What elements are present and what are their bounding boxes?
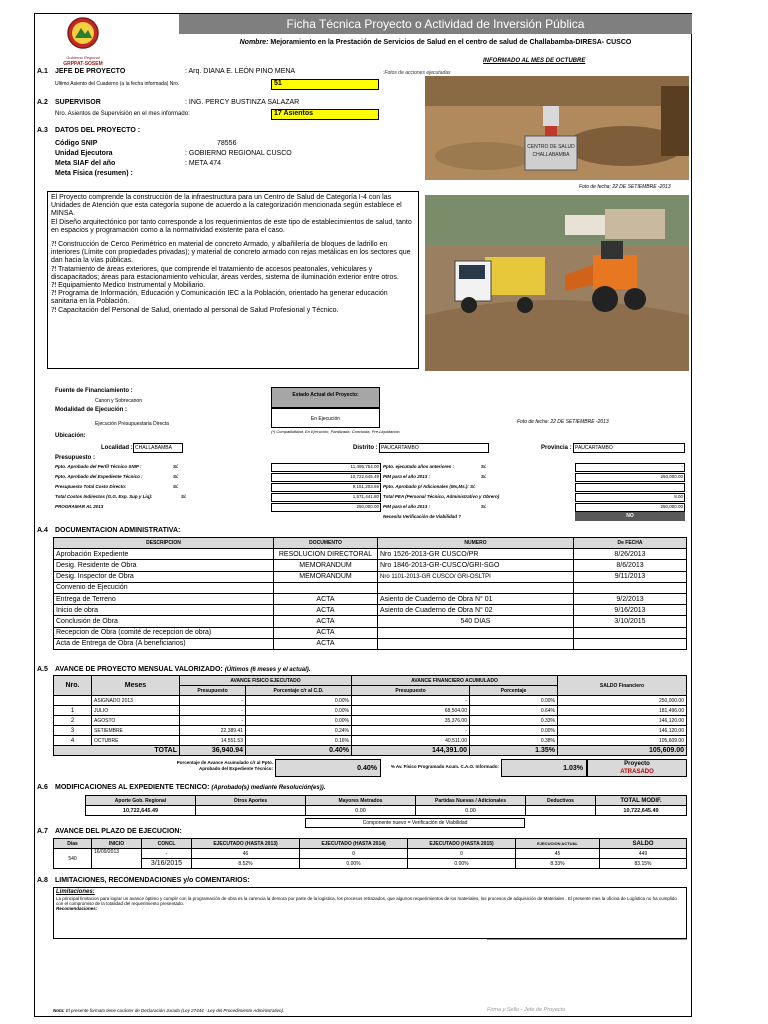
th-mayores: Mayores Metrados — [306, 796, 416, 806]
project-name: Mejoramiento en la Prestación de Servicios de Salud en el centro de salud de Challabamba-DIRESA- CUSCO — [270, 39, 632, 46]
pres-r-cur: S/. — [481, 464, 487, 469]
cell: Recepcion de Obra (comité de recepcion de obra) — [54, 627, 274, 638]
table-row — [86, 806, 687, 816]
th-ejec-2014: EJECUTADO (HASTA 2014) — [300, 839, 408, 849]
a1-num: A.1 — [37, 68, 48, 75]
pres-l-cur: S/. — [173, 464, 179, 469]
table-row — [54, 696, 687, 706]
modalidad-value: Ejecución Presupuestaria Directa — [95, 421, 169, 427]
cell: 3/10/2015 — [574, 616, 687, 627]
estado-label: Estado Actual del Proyecto: — [271, 387, 380, 408]
cell-concl-dash: - — [142, 849, 192, 859]
th-fecha: De FECHA — [574, 538, 687, 549]
asiento-cuaderno: 51 — [271, 79, 379, 90]
cell: 68,504.00 — [352, 706, 470, 716]
cell: Nro 1101-2013-GR CUSCO/ GRI-OSLTPI — [378, 571, 574, 582]
cell: 146,120.00 — [558, 726, 687, 736]
cell: 0.00% — [246, 696, 352, 706]
table-row — [54, 859, 687, 869]
cell: RESOLUCION DIRECTORAL — [274, 549, 378, 560]
cell: JULIO — [92, 706, 180, 716]
th-ejec-2015: EJECUTADO (HASTA 2015) — [408, 839, 516, 849]
cell: - — [352, 726, 470, 736]
limitaciones-label: Limitaciones: — [56, 889, 95, 895]
pres-l-cur: S/. — [173, 484, 179, 489]
total-porc-fin: 1.35% — [470, 746, 558, 756]
modalidad-label: Modalidad de Ejecución : — [55, 407, 128, 413]
documentos-table — [53, 537, 687, 650]
cell: - — [180, 716, 246, 726]
meta-fisica-box — [47, 191, 419, 369]
cell: 0.16% — [246, 736, 352, 746]
cell: Asiento de Cuaderno de Obra N° 02 — [378, 605, 574, 616]
informado-label: INFORMADO AL MES DE OCTUBRE — [483, 58, 586, 64]
pres-r-value — [575, 483, 685, 492]
cell — [54, 696, 92, 706]
cell: Acta de Entrega de Obra (A beneficiarios) — [54, 638, 274, 649]
cell-dias: 540 — [54, 849, 92, 869]
cell — [574, 638, 687, 649]
cell: 0.00% — [470, 726, 558, 736]
table-row — [54, 582, 687, 593]
nota-text: El presente formato tiene carácter de Declaración Jurada (Ley 27444 - Ley del Procedimiento Administrativo). — [65, 1008, 285, 1013]
cell: Inicio de obra — [54, 605, 274, 616]
cell: 0.38% — [470, 736, 558, 746]
cell — [274, 582, 378, 593]
cell: ACTA — [274, 605, 378, 616]
estado-proyecto — [587, 759, 687, 777]
th-partidas: Partidas Nuevas / Adicionales — [416, 796, 526, 806]
th-numero: NUMERO — [378, 538, 574, 549]
jefe-proyecto-value: : Arq. DIANA E. LEÓN PINO MENA — [185, 68, 296, 75]
cell: 8.33% — [516, 859, 600, 869]
cell: MEMORANDUM — [274, 560, 378, 571]
fuente-label: Fuente de Financiamiento : — [55, 388, 133, 394]
th-avance-fisico: AVANCE FISICO EJECUTADO — [180, 676, 352, 686]
pres-l-value: 1,571,441.80 — [271, 493, 381, 502]
localidad-label: Localidad : — [101, 445, 133, 451]
mf-line: ⁈ Equipamiento Medico Instrumental y Mobiliario. — [51, 282, 206, 290]
cell: - — [352, 696, 470, 706]
pres-r-value: 250,000.00 — [575, 473, 685, 482]
a4-label: DOCUMENTACION ADMINISTRATIVA: — [55, 527, 181, 534]
pres-r-label: Ppto. Aprobado p/ Adicionales (Ms,Ms.): S/. — [383, 484, 476, 489]
th-concl: CONCL — [142, 839, 192, 849]
meta-value: : META 474 — [185, 160, 222, 167]
cell: ASIGNADO 2013 — [92, 696, 180, 706]
photo-site-sign — [425, 76, 689, 180]
porc-avance-label: Porcentaje de Avance Acumulado c/r al Ppto. Aprobado del Expediente Técnico: — [176, 760, 273, 771]
cell-inicio: 16/09/2013 — [92, 849, 142, 869]
meta-label: Meta SIAF del año — [55, 160, 116, 167]
cell: Aprobación Expediente — [54, 549, 274, 560]
cell: 0.00 — [416, 806, 526, 816]
th-presupuesto: Presupuesto — [180, 686, 246, 696]
pres-r-label: PIM para el año 2013 : — [383, 504, 431, 509]
th-saldo: SALDO — [600, 839, 687, 849]
th-otros: Otros Aportes — [196, 796, 306, 806]
provincia-value: PAUCARTAMBO — [573, 443, 685, 453]
cell: 3 — [54, 726, 92, 736]
limitaciones-text: La principal limitacion para lograr un avance óptimo y cumplir con la programación de obra es la carencia la demora por parte de la logistica, los procesos retrazados, que algunos requerimientos de los materiales, los procesos de adquisición de Materiales . El presente mes la oficina de Logística no ha cumplido con el compromiso de la totalidad del requerimiento presentado. — [56, 896, 677, 906]
distrito-label: Distrito : — [353, 445, 378, 451]
cell — [378, 582, 574, 593]
pres-l-value: 250,000.00 — [271, 503, 381, 512]
pres-l-value: 9,151,203.69 — [271, 483, 381, 492]
viabilidad-label: Necesita Verificación de Viabilidad ? — [383, 514, 461, 519]
cell — [196, 806, 306, 816]
cell — [378, 627, 574, 638]
pres-l-label: PROGRAMAR AL 2013 — [55, 504, 104, 509]
cell — [526, 806, 596, 816]
cell — [574, 582, 687, 593]
pres-l-value: 10,722,645.49 — [271, 473, 381, 482]
presupuesto-label: Presupuesto : — [55, 455, 96, 461]
cell: 0.00% — [470, 696, 558, 706]
pres-r-value: - — [575, 463, 685, 472]
firma-label: Firma y Sello - Jefe de Proyecto — [487, 1007, 566, 1013]
cell: AGOSTO — [92, 716, 180, 726]
mf-line: ⁈ Construcción de Cerco Perimétrico en material de concreto Armado, y albañilería de bloques de ladrillo en interiores (Límite con propiedades privadas); y material de concreto armado con rejas metálicas en los sectores que dan hacia la vías públicas. — [51, 241, 411, 265]
pres-l-cur: S/. — [173, 474, 179, 479]
mf-line: ⁈ Capacitación del Personal de Salud, orientado al personal de Salud Profesional y Técnico. — [51, 306, 339, 314]
pres-r-cur: S/. — [481, 474, 487, 479]
pres-l-cur: S/. — [181, 494, 187, 499]
cell: SETIEMBRE — [92, 726, 180, 736]
cell: 1 — [54, 706, 92, 716]
photo-machinery — [425, 195, 689, 371]
cell: 105,609.00 — [558, 736, 687, 746]
modificaciones-table — [85, 795, 687, 816]
cell: 0.24% — [246, 726, 352, 736]
cell: 181,496.00 — [558, 706, 687, 716]
pres-r-label: PIM para el año 2013 : — [383, 474, 431, 479]
table-header-row — [86, 796, 687, 806]
pres-l-label: Ppto. Aprobado del Expediente Técnico : — [55, 474, 143, 479]
cell: 9/2/2013 — [574, 593, 687, 604]
cell: 8.52% — [192, 859, 300, 869]
table-row — [54, 593, 687, 604]
a2-num: A.2 — [37, 99, 48, 106]
viabilidad-value: NO — [575, 512, 685, 521]
page-title: Ficha Técnica Proyecto o Actividad de Inversión Pública — [179, 14, 692, 34]
th-porcentaje: Porcentaje — [470, 686, 558, 696]
total-row — [54, 746, 687, 756]
a1-sub: Ultimo Asiento del Cuaderno (a la fecha informada) Nro. — [55, 81, 180, 87]
a4-num: A.4 — [37, 527, 48, 534]
estado-value: En Ejecución — [271, 408, 380, 428]
table-row — [54, 849, 687, 859]
avance-table — [53, 675, 687, 756]
a1-label: JEFE DE PROYECTO — [55, 68, 126, 75]
proyecto-label: Proyecto — [624, 761, 650, 767]
table-row — [54, 726, 687, 736]
table-row — [54, 605, 687, 616]
cell: Desig. Residente de Obra — [54, 560, 274, 571]
photo2-caption: Foto de fecha: 22 DE SETIEMBRE -2013 — [517, 419, 609, 425]
a8-label: LIMITACIONES, RECOMENDACIONES y/o COMENTARIOS: — [55, 877, 250, 884]
cell: MEMORANDUM — [274, 571, 378, 582]
a6-label — [55, 784, 325, 791]
fotos-label: :Fotos de acciones ejecutadas — [383, 70, 451, 76]
th-aporte: Aporte Gob. Regional — [86, 796, 196, 806]
meta-fisica-label: Meta Física (resumen) : — [55, 170, 133, 177]
supervisor-value: : ING. PERCY BUSTINZA SALAZAR — [185, 99, 300, 106]
cell: Asiento de Cuaderno de Obra N° 01 — [378, 593, 574, 604]
mf-line: ⁈ Tratamiento de áreas exteriores, que comprende el tratamiento de accesos peatonales, vehiculares y discapacitados; áreas para estacionamiento vehicular, áreas verdes, sistema de iluminación exterior entre otros. — [51, 265, 399, 281]
pres-r-label: Total PEA (Personal Técnico, Administrativo y Obrero) — [383, 494, 500, 499]
a3-label: DATOS DEL PROYECTO : — [55, 127, 141, 134]
a5-label — [55, 666, 310, 673]
th-deductivos: Deductivos — [526, 796, 596, 806]
plazo-table — [53, 838, 687, 869]
a3-num: A.3 — [37, 127, 48, 134]
cell: 0 — [408, 849, 516, 859]
comentarios-box — [53, 887, 687, 939]
cell: OCTUBRE — [92, 736, 180, 746]
a2-label: SUPERVISOR — [55, 99, 101, 106]
estado-note: (*) Compatibilidad, En Ejecución, Paralizada, Concluida, Pre-Liquidación. — [271, 429, 401, 434]
cell: 449 — [600, 849, 687, 859]
cell: 540 DIAS — [378, 616, 574, 627]
project-name-label: Nombre: — [239, 39, 269, 46]
th-porcentaje-cd: Porcentaje c/r al C.D. — [246, 686, 352, 696]
mf-line: El Diseño arquitectónico por tanto corresponde a los requerimientos de este tipo de establecimientos de salud, tanto en espacios y programación como a la normatividad existente para el caso. — [51, 218, 412, 234]
localidad-value: CHALLABAMBA — [133, 443, 183, 453]
cell-concl: 3/16/2015 — [142, 859, 192, 869]
cell: Conclusión de Obra — [54, 616, 274, 627]
th-inicio: INICIO — [92, 839, 142, 849]
mf-line: ⁈ Programa de Información, Educación y Comunicación IEC a la Población, orientado ha generar educación sanitaria en la Población. — [51, 290, 388, 306]
ficha-page — [34, 13, 692, 1017]
firma-line — [487, 939, 687, 940]
cell: ACTA — [274, 627, 378, 638]
cell: ACTA — [274, 593, 378, 604]
cell: Convenio de Ejecución — [54, 582, 274, 593]
cell: 0.00% — [408, 859, 516, 869]
cell: 0.00% — [246, 716, 352, 726]
ubicacion-label: Ubicación: — [55, 433, 86, 439]
cell: Desig. Inspector de Obra — [54, 571, 274, 582]
th-presupuesto-fin: Presupuesto — [352, 686, 470, 696]
th-descripcion: DESCRIPCION — [54, 538, 274, 549]
table-header-row — [54, 676, 687, 686]
a7-label: AVANCE DEL PLAZO DE EJECUCION: — [55, 828, 182, 835]
th-meses: Meses — [92, 676, 180, 696]
av-fisico-prog-label: % Av. Físico Programado Acum. C.A.O. Informado: — [390, 764, 499, 769]
pres-l-value: 11,495,754.00 — [271, 463, 381, 472]
cell: 45 — [516, 849, 600, 859]
total-saldo: 105,609.00 — [558, 746, 687, 756]
cell: Nro 1846-2013-GR-CUSCO/GRI-SGO — [378, 560, 574, 571]
cell: ACTA — [274, 616, 378, 627]
cell — [378, 638, 574, 649]
provincia-label: Provincia : — [541, 445, 572, 451]
cell: 40,511.00 — [352, 736, 470, 746]
pres-r-label: Ppto. ejecutado años anteriores : — [383, 464, 455, 469]
cell: 9/16/2013 — [574, 605, 687, 616]
cell: 83.15% — [600, 859, 687, 869]
cell: - — [180, 696, 246, 706]
th-ejec-actual: EJECUCION ACTUAL — [516, 839, 600, 849]
table-row — [54, 716, 687, 726]
mf-line: El Proyecto comprende la construcción de la infraestructura para un Centro de Salud de Categoría I-4 con las Unidades de Atención que esta categoría supone de acuerdo a la categorización mencionada según establece el MINSA. — [51, 194, 402, 218]
cell: Nro 1526-2013-GR CUSCO/PR — [378, 549, 574, 560]
th-documento: DOCUMENTO — [274, 538, 378, 549]
pres-l-label: Total Costos Indirectos (G.G. Exp. Sup y Liq): — [55, 494, 153, 499]
fuente-value: Canon y Sobrecanon — [95, 398, 142, 404]
a2-sub: Nro. Asientos de Supervisión en el mes informado: — [55, 111, 190, 117]
th-ejec-2013: EJECUTADO (HASTA 2013) — [192, 839, 300, 849]
th-nro: Nro. — [54, 676, 92, 696]
total-porc: 0.40% — [246, 746, 352, 756]
snip-value: 78556 — [217, 140, 237, 147]
a6-sub: (Aprobado(s) mediante Resolución(es)). — [211, 785, 326, 791]
cell: 2 — [54, 716, 92, 726]
a8-num: A.8 — [37, 877, 48, 884]
table-row — [54, 706, 687, 716]
cell: 9/11/2013 — [574, 571, 687, 582]
pres-r-value: 250,000.00 — [575, 503, 685, 512]
cell: 8/6/2013 — [574, 560, 687, 571]
table-row — [54, 736, 687, 746]
table-row — [54, 616, 687, 627]
table-row — [54, 627, 687, 638]
total-fin: 144,391.00 — [352, 746, 470, 756]
cell: 0.00% — [246, 706, 352, 716]
table-row — [54, 571, 687, 582]
asientos-supervision: 17 Asientos — [271, 109, 379, 120]
project-name-row — [179, 34, 692, 52]
seal-icon — [53, 16, 113, 50]
cell: Entrega de Terreno — [54, 593, 274, 604]
distrito-value: PAUCARTAMBO — [379, 443, 489, 453]
th-dias: Días — [54, 839, 92, 849]
ue-value: : GOBIERNO REGIONAL CUSCO — [185, 150, 292, 157]
cell: 0.33% — [470, 716, 558, 726]
logo-text: Gobierno Regional — [66, 55, 100, 60]
sign-text-1: CENTRO DE SALUD — [527, 144, 575, 150]
table-row — [54, 549, 687, 560]
recomendaciones-label: Recomendaciones: — [56, 906, 98, 911]
pres-r-value: 8.00 — [575, 493, 685, 502]
th-saldo: SALDO Financiero — [558, 676, 687, 696]
cell: 0.00% — [300, 859, 408, 869]
table-row — [54, 560, 687, 571]
a5-title: AVANCE DE PROYECTO MENSUAL VALORIZADO: — [55, 666, 223, 673]
a5-num: A.5 — [37, 666, 48, 673]
table-row — [54, 638, 687, 649]
cell: 10,722,645.49 — [86, 806, 196, 816]
a5-sub: (Últimos (6 meses y el actual). — [224, 667, 311, 673]
snip-label: Código SNIP — [55, 140, 98, 147]
th-total-modif: TOTAL MODIF. — [596, 796, 687, 806]
total-presup: 36,940.94 — [180, 746, 246, 756]
porc-avance-value: 0.40% — [275, 759, 381, 777]
cell: ACTA — [274, 638, 378, 649]
cell: 22,389.41 — [180, 726, 246, 736]
table-header-row — [54, 839, 687, 849]
cell: 146,120.00 — [558, 716, 687, 726]
cell: 0.00 — [306, 806, 416, 816]
photo1-caption: Foto de fecha: 22 DE SETIEMBRE -2013 — [579, 184, 671, 190]
sign-text-2: CHALLABAMBA — [532, 152, 570, 158]
logo-subtext: GRPPAT-SOSEM — [63, 61, 103, 67]
cell: 8/26/2013 — [574, 549, 687, 560]
componente-nuevo: Componente nuevo = Verificación de Viabilidad — [305, 818, 525, 828]
pres-l-label: Ppto. Aprobado del Perfil Técnico SNIP : — [55, 464, 142, 469]
total-label: TOTAL — [54, 746, 180, 756]
cell: 14,551.53 — [180, 736, 246, 746]
table-header-row — [54, 538, 687, 549]
a6-num: A.6 — [37, 784, 48, 791]
cell: - — [180, 706, 246, 716]
cell: 250,000.00 — [558, 696, 687, 706]
a7-num: A.7 — [37, 828, 48, 835]
cell: 0.64% — [470, 706, 558, 716]
pres-l-label: Presupuesto Total Costo Directo: — [55, 484, 127, 489]
nota-footer — [53, 1008, 284, 1013]
machinery-photo-icon — [425, 195, 689, 371]
logo — [53, 16, 113, 67]
site-sign-photo-icon — [425, 76, 689, 180]
cell: 46 — [192, 849, 300, 859]
cell — [574, 627, 687, 638]
pres-r-cur: S/. — [481, 504, 487, 509]
cell: 35,376.00 — [352, 716, 470, 726]
cell: 4 — [54, 736, 92, 746]
proyecto-status: ATRASADO — [620, 769, 654, 775]
av-fisico-prog-value: 1.03% — [501, 759, 587, 777]
a6-title: MODIFICACIONES AL EXPEDIENTE TECNICO: — [55, 784, 210, 791]
cell: 0 — [300, 849, 408, 859]
ue-label: Unidad Ejecutora — [55, 150, 113, 157]
th-avance-financiero: AVANCE FINANCIERO ACUMULADO — [352, 676, 558, 686]
nota-label: Nota: — [53, 1008, 65, 1013]
cell: 10,722,645.49 — [596, 806, 687, 816]
